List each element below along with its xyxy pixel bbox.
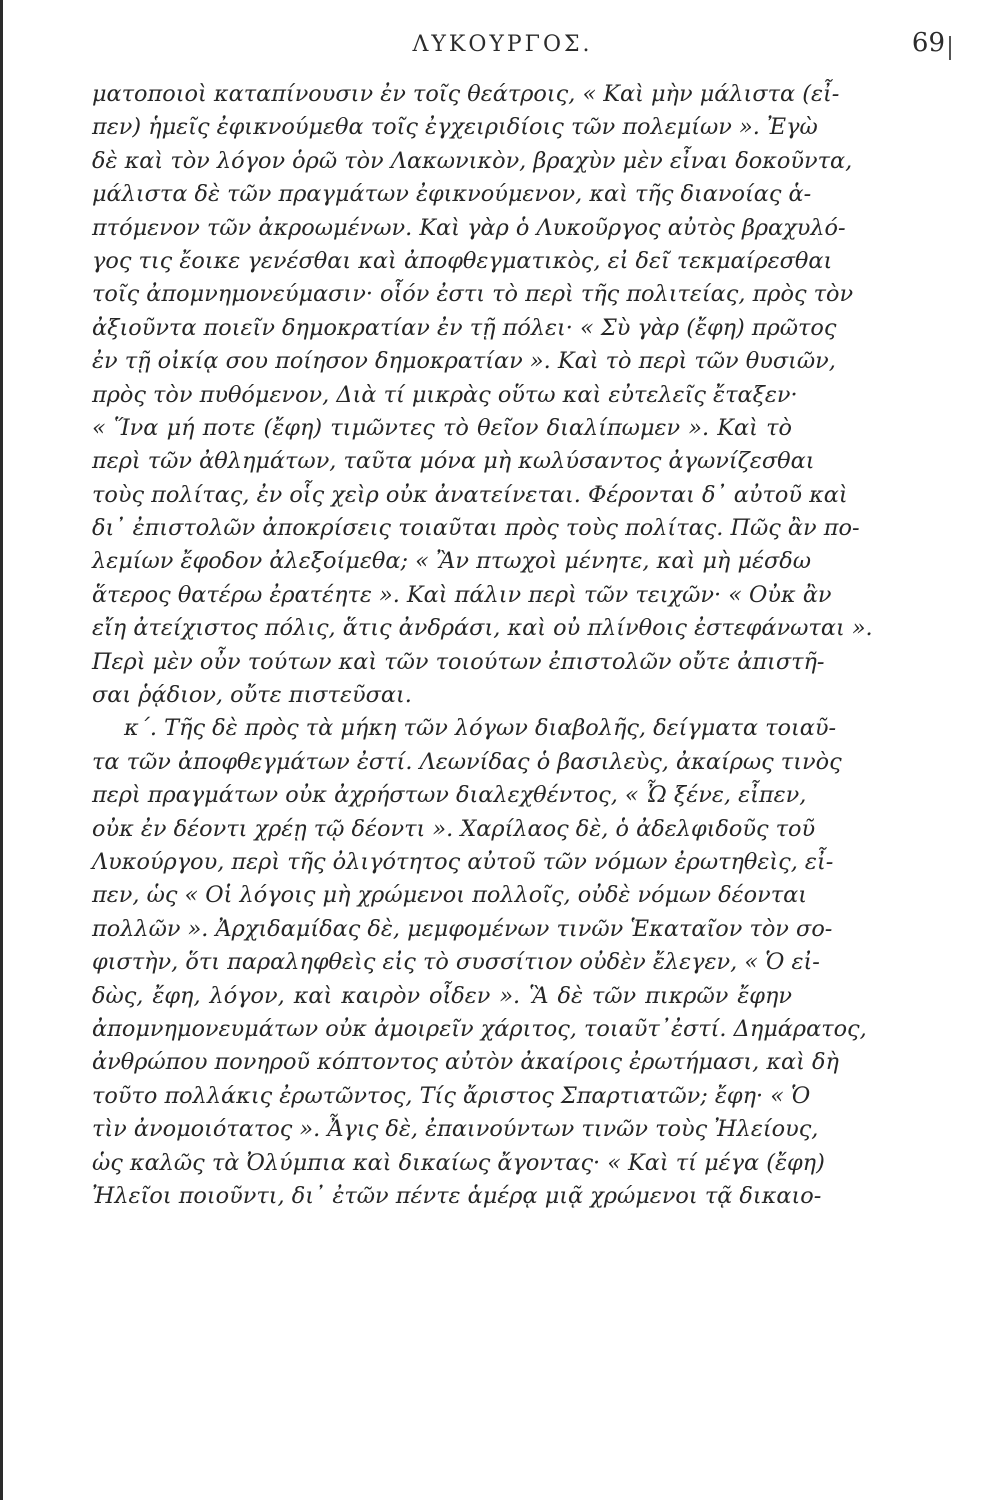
text-line: τοῦτο πολλάκις ἐρωτῶντος, Τίς ἄριστος Σπαρτιατῶν; ἔφη· « Ὁ — [92, 1082, 811, 1109]
text-line: πεν, ὡς « Οἱ λόγοις μὴ χρώμενοι πολλοῖς, οὐδὲ νόμων δέονται — [92, 882, 807, 909]
text-line: ἅτερος θατέρω ἐρατέητε ». Καὶ πάλιν περὶ τῶν τειχῶν· « Οὐκ ἂν — [92, 581, 832, 608]
text-line: ἐν τῇ οἰκίᾳ σου ποίησον δημοκρατίαν ». Καὶ τὸ περὶ τῶν θυσιῶν, — [92, 348, 836, 375]
text-line: περὶ πραγμάτων οὐκ ἀχρήστων διαλεχθέντος, « Ὦ ξένε, εἶπεν, — [92, 782, 807, 809]
text-line: ἀπομνημονευμάτων οὐκ ἀμοιρεῖν χάριτος, τοιαῦτ᾽ἐστί. Δημάρατος, — [92, 1015, 867, 1042]
text-line: « Ἵνα μή ποτε (ἔφη) τιμῶντες τὸ θεῖον διαλίπωμεν ». Καὶ τὸ — [92, 414, 792, 441]
text-line: ἀνθρώπου πονηροῦ κόπτοντος αὐτὸν ἀκαίροις ἐρωτήμασι, καὶ δὴ — [92, 1049, 839, 1076]
text-line: δι᾽ ἐπιστολῶν ἀποκρίσεις τοιαῦται πρὸς τοὺς πολίτας. Πῶς ἂν πο- — [92, 515, 860, 542]
text-line: Ἠλεῖοι ποιοῦντι, δι᾽ ἐτῶν πέντε ἁμέρᾳ μιᾷ χρώμενοι τᾷ δικαιο- — [92, 1182, 822, 1209]
text-line: τοῖς ἀπομνημονεύμασιν· οἷόν ἐστι τὸ περὶ τῆς πολιτείας, πρὸς τὸν — [92, 281, 854, 308]
body-text — [92, 78, 873, 1213]
running-title: ΛΥΚΟΥΡΓΟΣ. — [412, 32, 593, 57]
text-line: πρὸς τὸν πυθόμενον, Διὰ τί μικρὰς οὕτω καὶ εὐτελεῖς ἔταξεν· — [92, 381, 798, 408]
text-line: περὶ τῶν ἀθλημάτων, ταῦτα μόνα μὴ κωλύσαντος ἀγωνίζεσθαι — [92, 448, 815, 475]
text-line: μάλιστα δὲ τῶν πραγμάτων ἐφικνούμενον, καὶ τῆς διανοίας ἁ- — [92, 181, 812, 208]
text-line: δὲ καὶ τὸν λόγον ὁρῶ τὸν Λακωνικὸν, βραχὺν μὲν εἶναι δοκοῦντα, — [92, 147, 853, 174]
text-line: κ΄. Τῆς δὲ πρὸς τὰ μήκη τῶν λόγων διαβολῆς, δείγματα τοιαῦ- — [124, 715, 837, 742]
text-line: Περὶ μὲν οὖν τούτων καὶ τῶν τοιούτων ἐπιστολῶν οὔτε ἀπιστῆ- — [92, 648, 825, 675]
text-line: ἀξιοῦντα ποιεῖν δημοκρατίαν ἐν τῇ πόλει· « Σὺ γὰρ (ἔφη) πρῶτος — [92, 314, 837, 341]
text-line: λεμίων ἔφοδον ἀλεξοίμεθα; « Ἂν πτωχοὶ μένητε, καὶ μὴ μέσδω — [92, 548, 812, 575]
text-line: οὐκ ἐν δέοντι χρέῃ τῷ δέοντι ». Χαρίλαος δὲ, ὁ ἀδελφιδοῦς τοῦ — [92, 815, 816, 842]
text-line: εἴη ἀτείχιστος πόλις, ἅτις ἀνδράσι, καὶ οὐ πλίνθοις ἐστεφάνωται ». — [92, 615, 873, 642]
text-line: σαι ῥᾴδιον, οὔτε πιστεῦσαι. — [92, 682, 412, 709]
text-line: δὼς, ἔφη, λόγον, καὶ καιρὸν οἶδεν ». Ἃ δὲ τῶν πικρῶν ἔφην — [92, 982, 792, 1009]
text-line: πτόμενον τῶν ἀκροωμένων. Καὶ γὰρ ὁ Λυκοῦργος αὐτὸς βραχυλό- — [92, 214, 846, 241]
text-line: ματοποιοὶ καταπίνουσιν ἐν τοῖς θεάτροις, « Καὶ μὴν μάλιστα (εἶ- — [92, 81, 840, 107]
text-line: τα τῶν ἀποφθεγμάτων ἐστί. Λεωνίδας ὁ βασιλεὺς, ἀκαίρως τινὸς — [92, 748, 842, 775]
text-line: Λυκούργου, περὶ τῆς ὀλιγότητος αὐτοῦ τῶν νόμων ἐρωτηθεὶς, εἶ- — [92, 848, 834, 875]
text-line: ὡς καλῶς τὰ Ὀλύμπια καὶ δικαίως ἄγοντας· « Καὶ τί μέγα (ἔφη) — [92, 1149, 825, 1176]
text-line: φιστὴν, ὅτι παραληφθεὶς εἰς τὸ συσσίτιον οὐδὲν ἔλεγεν, « Ὁ εἰ- — [92, 949, 820, 976]
text-line: γος τις ἔοικε γενέσθαι καὶ ἀποφθεγματικὸς, εἰ δεῖ τεκμαίρεσθαι — [92, 247, 833, 274]
page-number-mark — [949, 36, 951, 60]
text-line: τὶν ἀνομοιότατος ». Ἆγις δὲ, ἐπαινούντων τινῶν τοὺς Ἠλείους, — [92, 1116, 819, 1143]
text-line: πεν) ἡμεῖς ἐφικνούμεθα τοῖς ἐγχειριδίοις τῶν πολεμίων ». Ἐγὼ — [92, 114, 818, 141]
page-header — [0, 28, 1005, 68]
page-edge — [0, 0, 3, 1500]
text-line: πολλῶν ». Ἀρχιδαμίδας δὲ, μεμφομένων τινῶν Ἑκαταῖον τὸν σο- — [92, 915, 833, 942]
page-number: 69 — [911, 28, 945, 58]
text-line: τοὺς πολίτας, ἐν οἷς χεὶρ οὐκ ἀνατείνεται. Φέρονται δ᾽ αὐτοῦ καὶ — [92, 481, 848, 508]
